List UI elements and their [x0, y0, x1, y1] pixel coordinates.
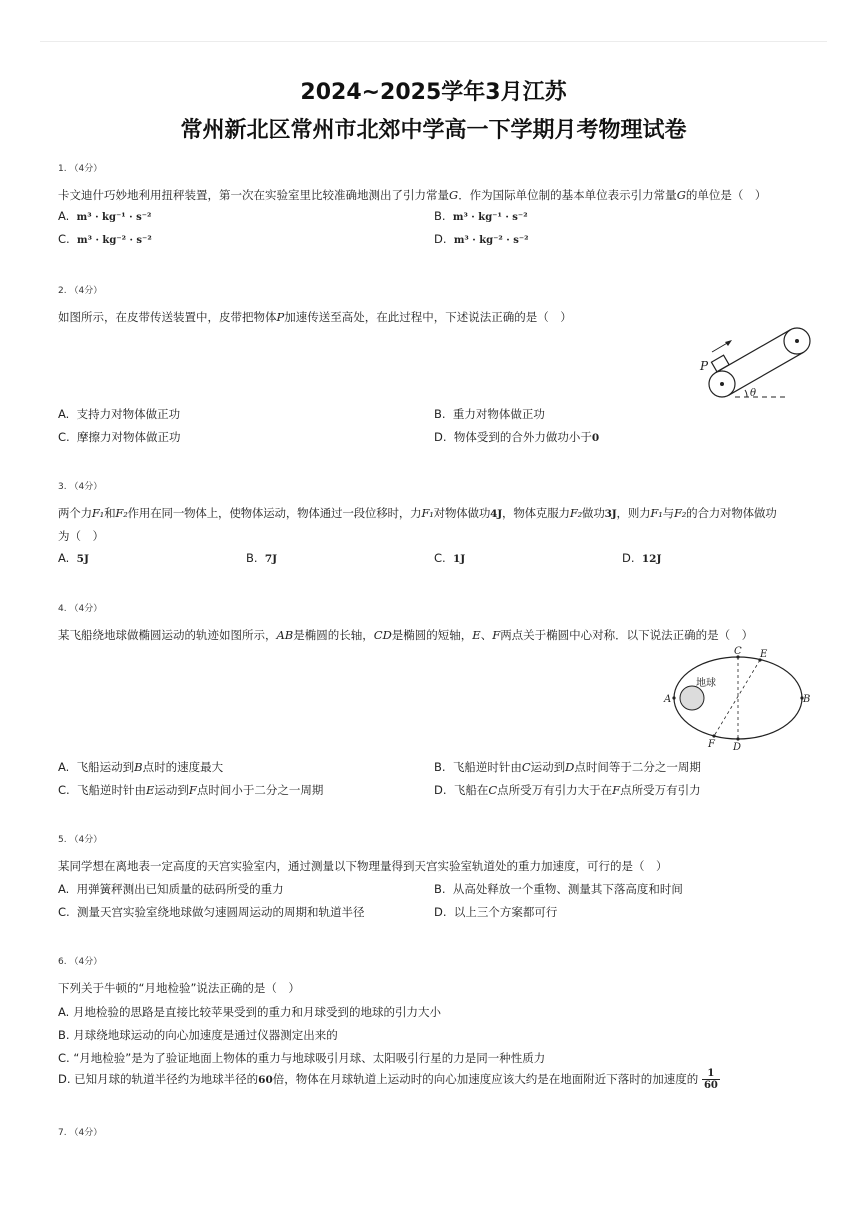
question-3-header: 3. （4分）	[58, 482, 103, 492]
earth-icon	[680, 686, 704, 710]
question-3-option-d[interactable]: D. 12J	[622, 551, 662, 565]
question-4-option-d[interactable]: D. 飞船在C点所受万有引力大于在F点所受万有引力	[434, 783, 701, 797]
question-7-header: 7. （4分）	[58, 1128, 103, 1138]
orbit-figure	[660, 642, 820, 754]
question-3-stem-line2: 为（ ）	[58, 529, 104, 543]
question-6-option-c[interactable]: C. “月地检验”是为了验证地面上物体的重力与地球吸引月球、太阳吸引行星的力是同一种性质力	[58, 1051, 546, 1065]
object-p-block	[711, 355, 729, 372]
question-6-option-b[interactable]: B. 月球绕地球运动的向心加速度是通过仪器测定出来的	[58, 1028, 338, 1042]
question-6-option-a[interactable]: A. 月地检验的思路是直接比较苹果受到的重力和月球受到的地球的引力大小	[58, 1005, 441, 1019]
exam-title-line2: 常州新北区常州市北郊中学高一下学期月考物理试卷	[180, 118, 687, 143]
label-b: B	[803, 694, 811, 705]
label-p: P	[700, 359, 709, 373]
question-1-option-c[interactable]: C. m³ · kg⁻² · s⁻²	[58, 232, 152, 246]
question-3-option-b[interactable]: B. 7J	[246, 551, 278, 565]
arrow-head	[725, 340, 732, 346]
question-6-option-d[interactable]: D. 已知月球的轨道半径约为地球半径的60倍，物体在月球轨道上运动时的向心加速度应该大约是在地面附近下落时的加速度的 $\frac{1}{60}$	[58, 1068, 718, 1091]
label-theta: θ	[750, 388, 757, 399]
question-4-option-b[interactable]: B. 飞船逆时针由C运动到D点时间等于二分之一周期	[434, 760, 701, 774]
earth-label: 地球	[696, 678, 716, 689]
question-5-header: 5. （4分）	[58, 835, 103, 845]
question-5-option-a[interactable]: A. 用弹簧秤测出已知质量的砝码所受的重力	[58, 882, 284, 896]
question-4-stem: 某飞船绕地球做椭圆运动的轨迹如图所示，AB是椭圆的长轴，CD是椭圆的短轴，E、F两点关于椭圆中心对称．以下说法正确的是（ ）	[58, 628, 754, 642]
question-1-header: 1. （4分）	[58, 164, 103, 174]
line-ef	[714, 660, 760, 736]
question-3-stem: 两个力F₁和F₂作用在同一物体上，使物体运动，物体通过一段位移时，力F₁对物体做功4J，物体克服力F₂做功3J，则力F₁与F₂的合力对物体做功	[58, 506, 777, 520]
header-divider	[40, 41, 827, 42]
question-1-option-d[interactable]: D. m³ · kg⁻² · s⁻²	[434, 232, 529, 246]
question-1-option-a[interactable]: A. m³ · kg⁻¹ · s⁻²	[58, 209, 152, 223]
question-2-option-b[interactable]: B. 重力对物体做正功	[434, 407, 545, 421]
label-f: F	[708, 739, 715, 750]
exam-title-line1: 2024~2025学年3月江苏	[300, 80, 567, 105]
label-a: A	[664, 694, 672, 705]
label-e: E	[760, 649, 768, 660]
question-1-option-b[interactable]: B. m³ · kg⁻¹ · s⁻²	[434, 209, 528, 223]
question-3-option-c[interactable]: C. 1J	[434, 551, 466, 565]
fraction-one-sixtieth: $\frac{1}{60}$	[703, 1068, 718, 1091]
question-1-stem: 卡文迪什巧妙地利用扭秤装置，第一次在实验室里比较准确地测出了引力常量G．作为国际单位制的基本单位表示引力常量G的单位是（ ）	[58, 188, 767, 202]
question-4-option-a[interactable]: A. 飞船运动到B点时的速度最大	[58, 760, 224, 774]
question-5-option-b[interactable]: B. 从高处释放一个重物、测量其下落高度和时间	[434, 882, 683, 896]
question-6-header: 6. （4分）	[58, 957, 103, 967]
question-3-option-a[interactable]: A. 5J	[58, 551, 89, 565]
conveyor-belt-figure	[695, 322, 817, 402]
question-4-header: 4. （4分）	[58, 604, 103, 614]
question-4-option-c[interactable]: C. 飞船逆时针由E运动到F点时间小于二分之一周期	[58, 783, 324, 797]
label-c: C	[734, 646, 742, 657]
question-6-stem: 下列关于牛顿的“月地检验”说法正确的是（ ）	[58, 981, 300, 995]
question-2-option-d[interactable]: D. 物体受到的合外力做功小于0	[434, 430, 600, 444]
question-2-option-c[interactable]: C. 摩擦力对物体做正功	[58, 430, 181, 444]
question-5-option-c[interactable]: C. 测量天宫实验室绕地球做匀速圆周运动的周期和轨道半径	[58, 905, 365, 919]
question-5-option-d[interactable]: D. 以上三个方案都可行	[434, 905, 558, 919]
angle-arc	[745, 390, 747, 397]
question-2-stem: 如图所示，在皮带传送装置中，皮带把物体P加速传送至高处，在此过程中，下述说法正确的是（ ）	[58, 310, 572, 324]
label-d: D	[733, 742, 742, 753]
question-2-header: 2. （4分）	[58, 286, 103, 296]
question-2-option-a[interactable]: A. 支持力对物体做正功	[58, 407, 181, 421]
question-5-stem: 某同学想在离地表一定高度的天宫实验室内，通过测量以下物理量得到天宫实验室轨道处的重力加速度，可行的是（ ）	[58, 859, 668, 873]
